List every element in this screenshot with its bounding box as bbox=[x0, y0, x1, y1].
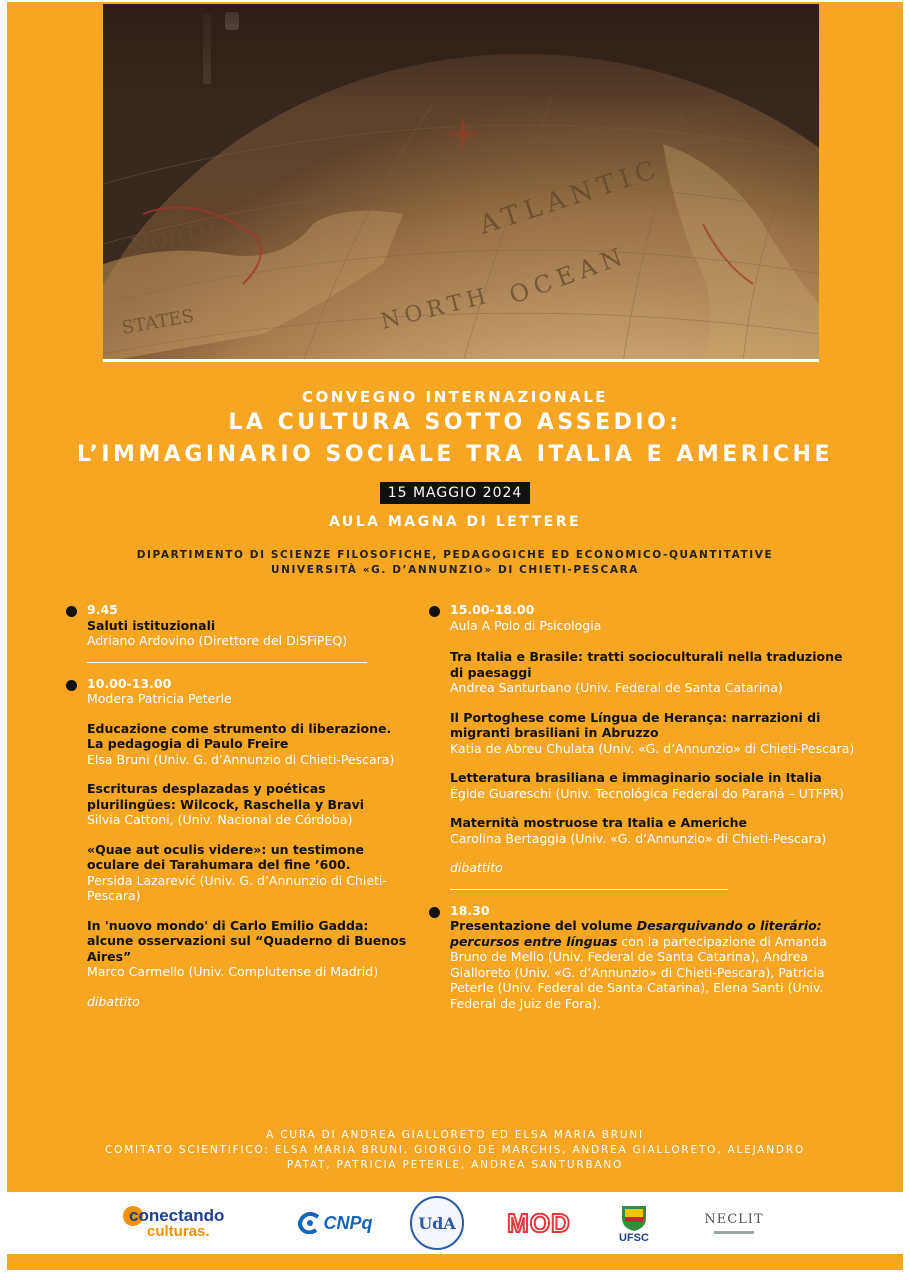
bullet-icon bbox=[66, 606, 77, 617]
culturas-text: culturas. bbox=[147, 1222, 210, 1240]
logo-bar bbox=[7, 1192, 903, 1254]
header-block bbox=[7, 388, 903, 578]
talk-item bbox=[450, 710, 855, 757]
debate-label: dibattito bbox=[450, 860, 503, 875]
talk-speaker: Marco Carmello (Univ. Complutense di Madrid) bbox=[87, 964, 379, 979]
event-title-line2: L’IMMAGINARIO SOCIALE TRA ITALIA E AMERICHE bbox=[77, 442, 833, 467]
ufsc-text: UFSC bbox=[619, 1232, 649, 1244]
talk-speaker: Carolina Bertaggia (Univ. «G. d’Annunzio» di Chieti-Pescara) bbox=[450, 830, 827, 846]
talk-title: Letteratura brasiliana e immaginario sociale in Italia bbox=[450, 770, 822, 785]
ufsc-crest-icon bbox=[619, 1202, 649, 1232]
globe-illustration bbox=[103, 4, 819, 362]
bullet-icon bbox=[429, 606, 440, 617]
event-title-line1: LA CULTURA SOTTO ASSEDIO: bbox=[228, 410, 682, 435]
talk-speaker: Silvia Cattoni, (Univ. Nacional de Córdoba) bbox=[87, 812, 353, 827]
talk-item bbox=[87, 781, 407, 828]
talk-speaker: Elsa Bruni (Univ. G. d’Annunzio di Chieti-Pescara) bbox=[87, 751, 395, 767]
talk-item bbox=[87, 918, 407, 980]
divider bbox=[450, 889, 728, 890]
slot-moderator: Modera Patricia Peterle bbox=[87, 691, 232, 706]
talk-title: Il Portoghese come Língua de Herança: narrazioni di migranti brasiliani in Abruzzo bbox=[450, 709, 821, 740]
department-line1: DIPARTIMENTO DI SCIENZE FILOSOFICHE, PEDAGOGICHE ED ECONOMICO-QUANTITATIVE bbox=[136, 549, 774, 561]
slot-afternoon-session bbox=[450, 602, 855, 876]
talk-speaker: Persida Lazarević (Univ. G. d’Annunzio di Chieti-Pescara) bbox=[87, 872, 387, 903]
event-kicker: CONVEGNO INTERNAZIONALE bbox=[301, 388, 608, 406]
talk-item bbox=[87, 721, 407, 768]
event-date: 15 MAGGIO 2024 bbox=[380, 482, 531, 504]
slot-time: 10.00-13.00 bbox=[87, 675, 172, 691]
slot-evening-book bbox=[450, 903, 855, 1012]
uda-text: UdA bbox=[418, 1213, 456, 1233]
talk-title: Educazione come strumento di liberazione. La pedagogia di Paulo Freire bbox=[87, 720, 392, 751]
conectando-culturas-logo bbox=[129, 1192, 259, 1254]
debate-label: dibattito bbox=[87, 993, 140, 1009]
talk-title: Tra Italia e Brasile: tratti socioculturali nella traduzione di paesaggi bbox=[450, 649, 843, 680]
talk-title: In 'nuovo mondo' di Carlo Emilio Gadda: alcune osservazioni sul “Quaderno di Buenos Aires” bbox=[87, 917, 407, 964]
event-venue: AULA MAGNA DI LETTERE bbox=[328, 514, 582, 530]
neclit-logo bbox=[699, 1192, 769, 1254]
talk-title: Escrituras desplazadas y poéticas plurilingües: Wilcock, Raschella y Bravi bbox=[87, 781, 365, 812]
neclit-text: NECLIT bbox=[704, 1212, 764, 1227]
neclit-underline bbox=[714, 1231, 754, 1234]
program-left-column bbox=[87, 602, 407, 1009]
bullet-icon bbox=[66, 680, 77, 691]
book-title: Desarquivando o literário: percursos entre línguas bbox=[450, 918, 822, 949]
talk-title: «Quae aut oculis videre»: un testimone oculare dei Tarahumara del fine ’600. bbox=[87, 841, 365, 872]
book-participants: con la partecipazione di Amanda Bruno de Mello (Univ. Federal de Santa Catarina), Andrea Gialloreto (Univ. «G. d’Annunzio» di Chieti-Pescara), Patricia Peterle (Univ. Federal de Santa Catarina), Elena Santi (Univ. Federal de Juiz de Fora). bbox=[450, 933, 827, 1011]
cnpq-text: CNPq bbox=[323, 1212, 373, 1233]
department-line2: UNIVERSITÀ «G. D’ANNUNZIO» DI CHIETI-PESCARA bbox=[270, 564, 639, 576]
talk-speaker: Égide Guareschi (Univ. Tecnológica Federal do Paraná – UTFPR) bbox=[450, 785, 844, 801]
curators-line: A CURA DI ANDREA GIALLORETO ED ELSA MARIA BRUNI bbox=[266, 1129, 644, 1141]
poster bbox=[7, 2, 903, 1270]
slot-time: 9.45 bbox=[87, 602, 118, 617]
slot-morning-welcome bbox=[87, 602, 407, 649]
talk-item bbox=[87, 842, 407, 904]
mod-text: MOD bbox=[507, 1207, 571, 1238]
talk-speaker: Andrea Santurbano (Univ. Federal de Santa Catarina) bbox=[450, 680, 783, 695]
mod-logo bbox=[499, 1192, 579, 1254]
talk-speaker: Katia de Abreu Chulata (Univ. «G. d’Annunzio» di Chieti-Pescara) bbox=[450, 740, 855, 756]
cnpq-logo bbox=[290, 1192, 380, 1254]
talk-item bbox=[450, 770, 855, 801]
slot-title: Saluti istituzionali bbox=[87, 617, 216, 633]
committee-line2: PATAT, PATRICIA PETERLE, ANDREA SANTURBANO bbox=[286, 1159, 624, 1171]
program-right-column bbox=[450, 602, 855, 1011]
committee-line1: COMITATO SCIENTIFICO: ELSA MARIA BRUNI, GIORGIO DE MARCHIS, ANDREA GIALLORETO, ALEJANDRO bbox=[105, 1144, 805, 1156]
talk-title: Maternità mostruose tra Italia e Americhe bbox=[450, 815, 747, 830]
globe-hero-image bbox=[103, 4, 819, 362]
bullet-icon bbox=[429, 907, 440, 918]
slot-time: 15.00-18.00 bbox=[450, 602, 535, 617]
book-presentation-label: Presentazione del volume bbox=[450, 918, 637, 933]
divider bbox=[87, 662, 367, 663]
talk-item bbox=[450, 815, 855, 846]
slot-time: 18.30 bbox=[450, 902, 490, 918]
ufsc-logo bbox=[612, 1192, 656, 1254]
cnpq-swirl-icon bbox=[298, 1212, 322, 1234]
slot-speaker: Adriano Ardovino (Direttore del DiSFiPEQ) bbox=[87, 633, 348, 648]
uda-logo bbox=[407, 1192, 467, 1254]
slot-place: Aula A Polo di Psicologia bbox=[450, 617, 602, 633]
credits-block bbox=[7, 1128, 903, 1173]
slot-morning-session bbox=[87, 676, 407, 1010]
talk-item bbox=[450, 649, 855, 696]
conectando-text: conectando bbox=[129, 1205, 225, 1225]
